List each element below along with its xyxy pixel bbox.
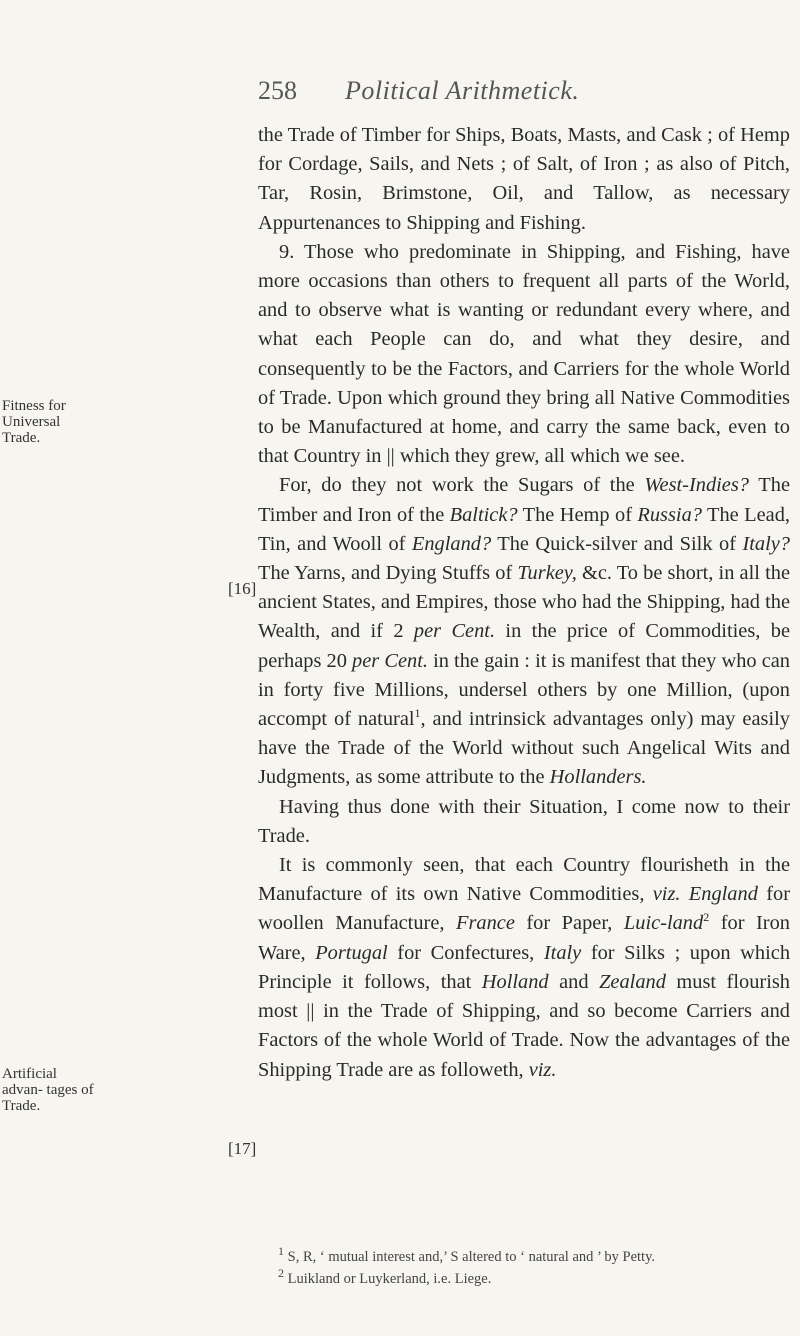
footnote-marker-2: 2 [703,910,710,925]
footnote-2: $^2$ Luikland or Luykerland, i.e. Liege. [278,1266,492,1287]
paragraph-1: the Trade of Timber for Ships, Boats, Masts, and Cask ; of Hemp for Cordage, Sails, and Nets ; of Salt, of Iron ; as also of Pitch, Tar, Rosin, Brimstone, Oil, and Tallow, as necessary Appurtenances to Shipping and Fishing. [258,124,790,234]
paragraph-4: Having thus done with their Situation, I come now to their Trade. [258,795,790,847]
place-turkey: Turkey, [517,562,577,585]
term-per-cent: per Cent. [413,620,496,643]
paragraph-3: For, do they not work the Sugars of the West-Indies? The Timber and Iron of the Baltick? The Hemp of Russia? The Lead, Tin, and Wooll of England? The Quick-silver and Silk of Italy? The Yarns, and Dying Stuffs of Turkey, &c. To be short, in all the ancient States, and Empires, those who had the Shipping, had the Wealth, and if 2 per Cent. in the price of Commodities, be perhaps 20 per Cent. in the gain : it is manifest that they who can in forty five Millions, undersel others by one Million, (upon accompt of natural$^1$, and intrinsick advantages only) may easily have the Trade of the World without such Angelical Wits and Judgments, as some attribute to the Hollanders. [258,474,791,789]
page-header [0,76,800,116]
place-russia: Russia? [637,503,702,526]
place-holland: Holland [481,970,549,993]
running-title: Political Arithmetick. [345,76,580,105]
term-per-cent: per Cent. [352,649,428,672]
footnote-1: $^1$ S, R, ‘ mutual interest and,’ S altered to ‘ natural and ’ by Petty. [278,1244,656,1265]
page-ref-16: [16] [228,579,257,598]
term-hollanders: Hollanders. [549,766,647,789]
margin-note-fitness: Fitness for Universal Trade. [2,398,66,446]
page-ref-17: [17] [228,1139,257,1158]
footnotes [278,1246,798,1290]
place-baltick: Baltick? [449,503,518,526]
footnote-marker-1: 1 [414,706,421,721]
paragraph-2: 9. Those who predominate in Shipping, and Fishing, have more occasions than others to frequent all parts of the World, and to observe what is wanting or redundant every where, and what each People can do, and what they desire, and consequently to be the Factors, and Carriers for the whole World of Trade. Upon which ground they bring all Native Commodities to be Manufactured at home, and carry the same back, even to that Country in || which they grew, all which we see. [258,240,790,468]
page-number: 258 [258,76,297,105]
place-portugal: Portugal [315,941,388,964]
place-england: England [688,883,758,906]
place-luic-land: Luic-land [623,912,704,935]
paragraph-5: It is commonly seen, that each Country flourisheth in the Manufacture of its own Native Commodities, viz. England for woollen Manufacture, France for Paper, Luic-land$^2$ for Iron Ware, Portugal for Confectures, Italy for Silks ; upon which Principle it follows, that Holland and Zealand must flourish most || in the Trade of Shipping, and so become Carriers and Factors of the whole World of Trade. Now the advantages of the Shipping Trade are as followeth, viz. [258,854,791,1081]
place-italy: Italy? [742,532,790,555]
place-italy: Italy [543,941,582,964]
place-france: France [455,912,515,935]
term-viz: viz. [652,883,681,906]
place-zealand: Zealand [599,970,666,993]
term-viz: viz. [528,1058,557,1081]
body-text [258,121,790,1085]
place-england: England? [411,532,492,555]
margin-note-artificial: Artificial advan- tages of Trade. [2,1066,94,1114]
place-west-indies: West-Indies? [644,474,749,497]
